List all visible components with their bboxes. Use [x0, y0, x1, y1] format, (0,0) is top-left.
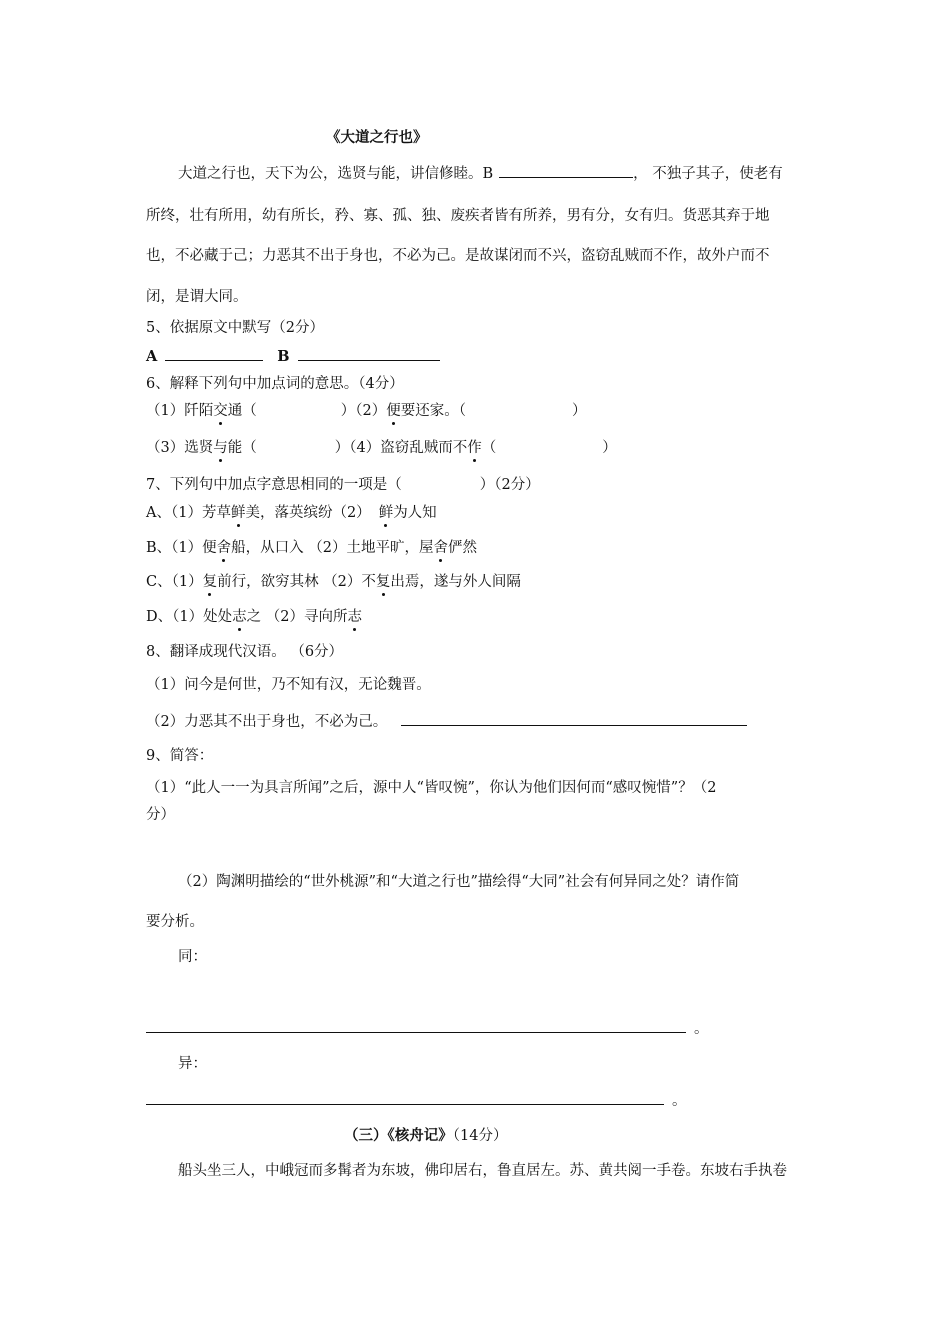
diff-label: 异： [178, 1056, 207, 1072]
passage-line-1 [178, 163, 783, 184]
answer-b-blank[interactable] [298, 346, 440, 361]
q7-c-dotted-2: 复 [375, 574, 391, 590]
question-6-row-2 [146, 438, 617, 458]
q7-d-prefix: D、（1）处处 [146, 609, 233, 625]
q9-sub-2-line-2: 要分析。 [146, 914, 204, 930]
q9-sub-1-line-1: （1）“此人一一为具言所闻”之后，源中人“皆叹惋”，你认为他们因何而“感叹惋惜”？（2 [146, 780, 717, 796]
q7-c-suffix: 出焉，遂与外人间隔 [390, 574, 521, 590]
q6-item1-suffix: 通（ [227, 403, 257, 419]
q7-option-d [146, 607, 362, 627]
q7-d-middle: 之 （2）寻向所 [246, 609, 348, 625]
q6-item2-prefix: ）（2） [340, 403, 387, 419]
q7-option-a [146, 503, 437, 523]
q8-sentence-2 [146, 711, 747, 732]
section-3-title: （三）《核舟记》 [344, 1127, 453, 1144]
q7-c-prefix: C、（1） [146, 574, 203, 590]
q7-b-prefix: B、（1）便 [146, 540, 217, 556]
q6-item3-dotted-char: 与 [213, 440, 228, 456]
q6-item1-prefix: （1）阡陌 [146, 403, 214, 419]
q8-answer-line-2[interactable] [401, 711, 747, 726]
passage-line-3: 也，不必藏于己；力恶其不出于身也，不必为己。是故谋闭而不兴，盗窃乱贼而不作，故外户而不 [146, 248, 770, 264]
q7-stem-prefix: 7、下列句中加点字意思相同的一项是（ [146, 477, 402, 493]
q6-item4-open: （ [481, 440, 497, 456]
q9-sub-1-line-2: 分） [146, 807, 175, 823]
section-3-score: （14分） [452, 1128, 508, 1144]
q6-item3-suffix: 能（ [227, 440, 257, 456]
q7-a-middle: 美，落英缤纷（2） [245, 505, 371, 521]
question-9-stem: 9、简答： [146, 748, 214, 764]
q7-a-suffix: 为人知 [393, 505, 437, 521]
question-5-answers [146, 346, 440, 367]
q7-b-middle: 船，从口入 （2）土地平旷，屋 [231, 540, 434, 556]
q6-item2-dotted-char: 便 [386, 403, 401, 419]
question-7-stem [146, 475, 540, 495]
q7-b-suffix: 俨然 [447, 540, 477, 556]
answer-b-label: B [277, 348, 290, 365]
q9-sub-2-line-1: （2）陶渊明描绘的“世外桃源”和“大道之行也”描绘得“大同”社会有何异同之处？请作简 [178, 874, 740, 890]
q7-d-dotted-1: 志 [232, 609, 247, 625]
passage-line-1-text: 大道之行也，天下为公，选贤与能，讲信修睦。B [178, 166, 494, 182]
passage-title: 《大道之行也》 [326, 129, 428, 146]
section-3-line-1: 船头坐三人，中峨冠而多髯者为东坡，佛印居右，鲁直居左。苏、黄共阅一手卷。东坡右手执卷 [178, 1163, 787, 1179]
q7-b-dotted-1: 舍 [216, 540, 232, 556]
q7-stem-suffix: ）（2分） [479, 477, 540, 493]
q8-sentence-2-text: （2）力恶其不出于身也，不必为己。 [146, 714, 388, 730]
q7-c-dotted-1: 复 [202, 574, 218, 590]
q7-a-dotted-2: 鲜 [378, 505, 394, 521]
q7-a-prefix: A、（1）芳草 [146, 505, 231, 521]
fill-blank-b[interactable] [499, 163, 633, 178]
diff-answer-period: 。 [672, 1093, 687, 1109]
question-8-stem: 8、翻译成现代汉语。 （6分） [146, 644, 344, 660]
passage-line-4: 闭，是谓大同。 [146, 289, 248, 305]
q7-a-dotted-1: 鲜 [230, 505, 246, 521]
answer-a-label: A [146, 348, 158, 365]
q7-d-dotted-2: 志 [347, 609, 362, 625]
q7-b-dotted-2: 舍 [433, 540, 448, 556]
answer-a-blank[interactable] [165, 346, 263, 361]
diff-answer-line[interactable] [146, 1104, 664, 1105]
q6-item4-dotted-char: 作 [467, 440, 482, 456]
passage-line-2: 所终，壮有所用，幼有所长，矜、寡、孤、独、废疾者皆有所养，男有分，女有归。货恶其弃于地 [146, 208, 770, 224]
section-3-heading [344, 1126, 507, 1146]
question-6-row-1 [146, 401, 586, 421]
q6-item4-prefix: ）（4）盗窃乱贼而不 [334, 440, 468, 456]
same-label: 同： [178, 949, 207, 965]
passage-line-1-tail: ， 不独子其子，使老有 [633, 166, 783, 182]
q8-sentence-1: （1）问今是何世，乃不知有汉，无论魏晋。 [146, 677, 431, 693]
question-5-stem: 5、依据原文中默写（2分） [146, 320, 324, 336]
same-answer-period: 。 [694, 1021, 709, 1037]
q6-item2-close: ） [571, 403, 587, 419]
q6-item4-close: ） [602, 440, 617, 456]
q6-item2-suffix: 要还家。（ [400, 403, 466, 419]
q6-item1-dotted-char: 交 [213, 403, 228, 419]
q7-option-c [146, 572, 521, 592]
same-answer-line[interactable] [146, 1032, 686, 1033]
question-6-stem: 6、解释下列句中加点词的意思。（4分） [146, 376, 404, 392]
q7-option-b [146, 538, 477, 558]
q7-c-middle: 前行，欲穷其林 （2）不 [217, 574, 376, 590]
q6-item3-prefix: （3）选贤 [146, 440, 214, 456]
